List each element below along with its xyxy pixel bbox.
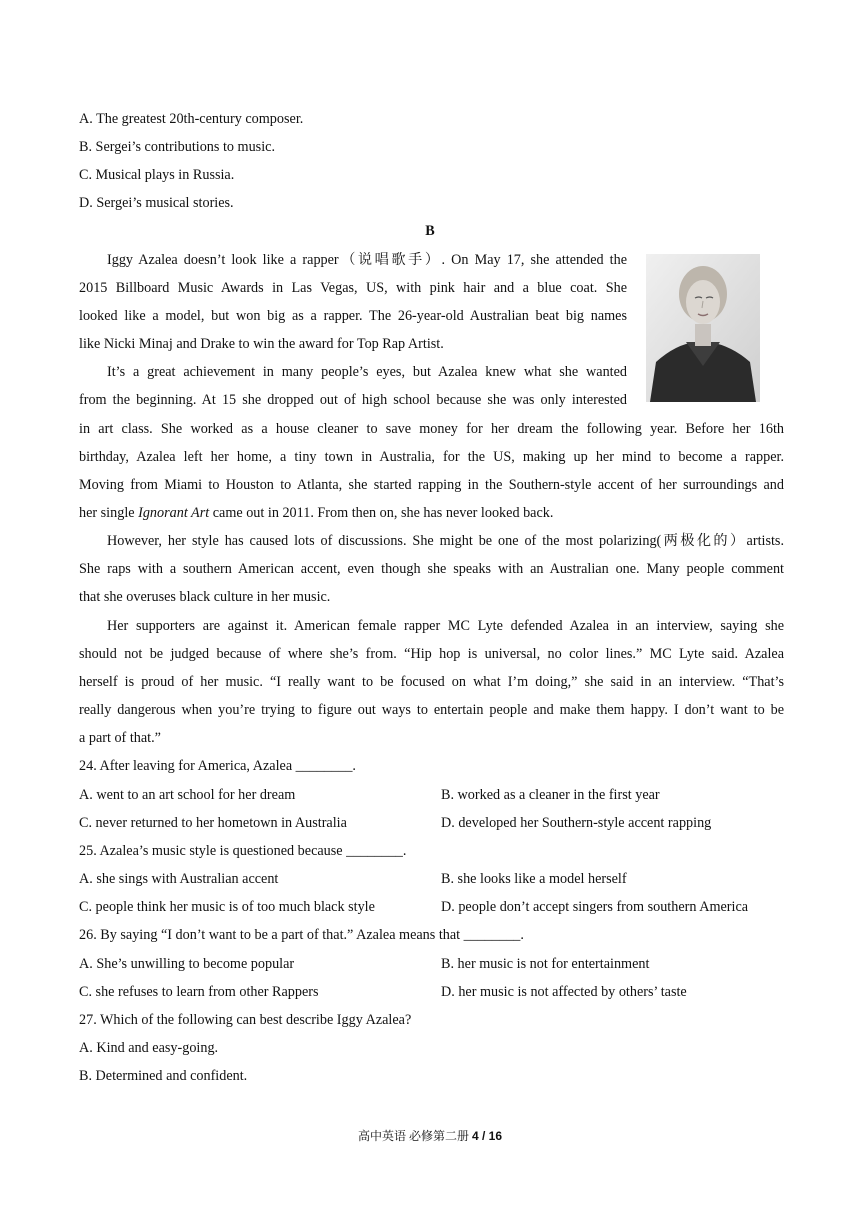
passage-line: 2015 Billboard Music Awards in Las Vegas, US, with pink hair and a blue coat. She xyxy=(79,280,627,296)
option-26-a: A. She’s unwilling to become popular xyxy=(79,956,295,972)
question-stem-25: 25. Azalea’s music style is questioned because ________. xyxy=(79,843,407,859)
page-footer xyxy=(0,1128,860,1144)
rapper-photo xyxy=(646,254,760,402)
option-25-b: B. she looks like a model herself xyxy=(441,871,627,887)
option-25-a: A. she sings with Australian accent xyxy=(79,871,279,887)
passage-line: a part of that.” xyxy=(79,730,161,746)
option-24-a: A. went to an art school for her dream xyxy=(79,787,296,803)
passage-text: came out in 2011. From then on, she has never looked back. xyxy=(209,505,554,521)
passage-line: However, her style has caused lots of discussions. She might be one of the most polarizing(两极化的）artists. xyxy=(107,533,784,549)
passage-line: She raps with a southern American accent, even though she speaks with an Australian one. Many people comment xyxy=(79,561,784,577)
passage-line: Moving from Miami to Houston to Atlanta, she started rapping in the Southern-style accent of her surroundings and xyxy=(79,477,784,493)
song-title: Ignorant Art xyxy=(138,505,210,521)
prev-option-b: B. Sergei’s contributions to music. xyxy=(79,139,275,155)
question-stem-27: 27. Which of the following can best describe Iggy Azalea? xyxy=(79,1012,412,1028)
section-heading: B xyxy=(425,223,435,239)
option-26-d: D. her music is not affected by others’ taste xyxy=(441,984,687,1000)
prev-option-a: A. The greatest 20th-century composer. xyxy=(79,111,304,127)
passage-line: like Nicki Minaj and Drake to win the award for Top Rap Artist. xyxy=(79,336,444,352)
option-26-c: C. she refuses to learn from other Rappers xyxy=(79,984,319,1000)
option-25-c: C. people think her music is of too much black style xyxy=(79,899,375,915)
passage-line: It’s a great achievement in many people’s eyes, but Azalea knew what she wanted xyxy=(107,364,627,380)
passage-line: birthday, Azalea left her home, a tiny town in Australia, for the US, making up her mind to become a rapper. xyxy=(79,449,784,465)
option-24-b: B. worked as a cleaner in the first year xyxy=(441,787,660,803)
option-24-d: D. developed her Southern-style accent rapping xyxy=(441,815,712,831)
option-25-d: D. people don’t accept singers from southern America xyxy=(441,899,749,915)
question-stem-26: 26. By saying “I don’t want to be a part of that.” Azalea means that ________. xyxy=(79,927,524,943)
prev-option-d: D. Sergei’s musical stories. xyxy=(79,195,234,211)
portrait-image xyxy=(646,254,760,402)
question-stem-24: 24. After leaving for America, Azalea ________. xyxy=(79,758,356,774)
option-24-c: C. never returned to her hometown in Australia xyxy=(79,815,347,831)
passage-line: in art class. She worked as a house cleaner to save money for her dream the following year. Before her 16th xyxy=(79,421,784,437)
passage-line: Iggy Azalea doesn’t look like a rapper（说唱歌手）. On May 17, she attended the xyxy=(107,252,627,268)
passage-line: really dangerous when you’re trying to figure out ways to entertain people and make them happy. I don’t want to be xyxy=(79,702,784,718)
passage-line: herself is proud of her music. “I really want to be focused on what I’m doing,” she said in an interview. “That’s xyxy=(79,674,784,690)
passage-line: that she overuses black culture in her music. xyxy=(79,589,331,605)
prev-option-c: C. Musical plays in Russia. xyxy=(79,167,235,183)
passage-line: from the beginning. At 15 she dropped out of high school because she was only interested xyxy=(79,392,627,408)
passage-line: looked like a model, but won big as a rapper. The 26-year-old Australian beat big names xyxy=(79,308,627,324)
option-27-b: B. Determined and confident. xyxy=(79,1068,248,1084)
passage-line xyxy=(79,504,553,522)
passage-line: should not be judged because of where she’s from. “Hip hop is universal, no color lines.” MC Lyte said. Azalea xyxy=(79,646,784,662)
option-27-a: A. Kind and easy-going. xyxy=(79,1040,219,1056)
passage-line: Her supporters are against it. American female rapper MC Lyte defended Azalea in an interview, saying she xyxy=(107,618,784,634)
passage-text: her single xyxy=(79,505,139,521)
footer-course: 高中英语 必修第二册 xyxy=(357,1129,472,1143)
page-number: 4 / 16 xyxy=(471,1129,503,1143)
option-26-b: B. her music is not for entertainment xyxy=(441,956,650,972)
